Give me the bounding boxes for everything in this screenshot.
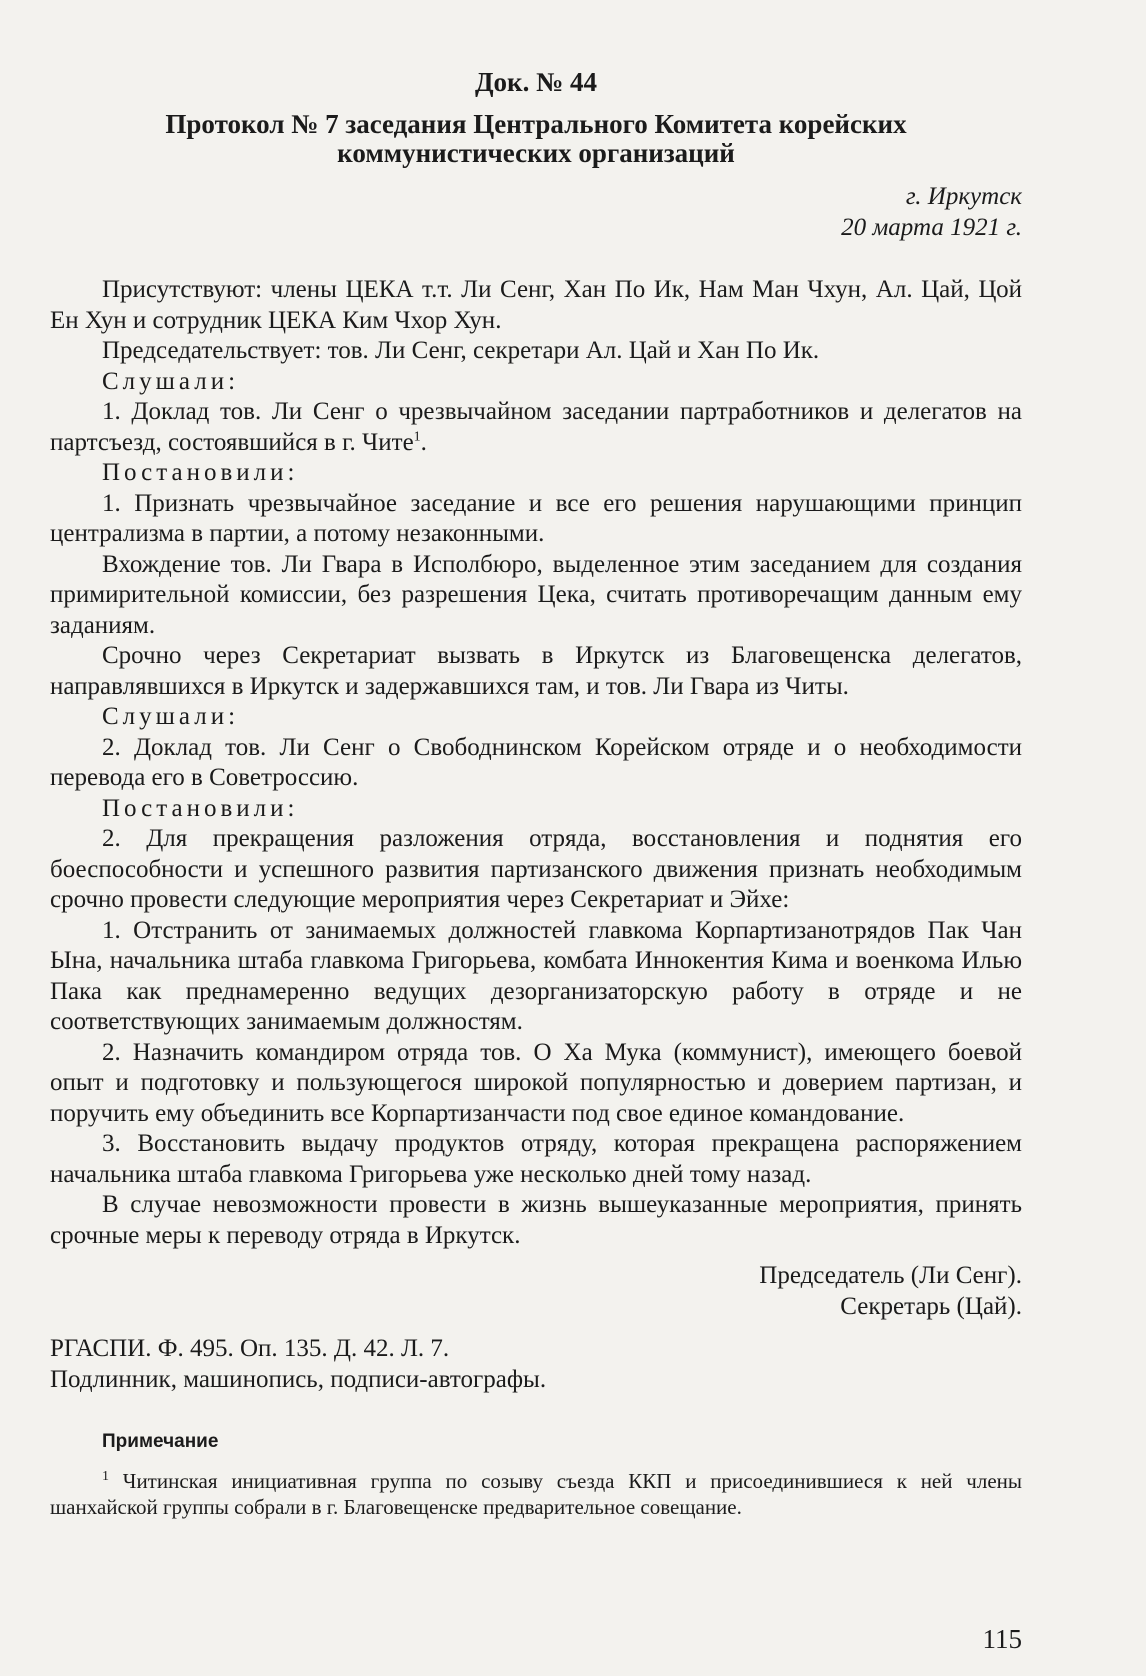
item1-heard-text: 1. Доклад тов. Ли Сенг о чрезвычайном заседании партработников и делегатов на партсъезд, состоявшийся в г. Чите [50,398,1022,456]
measure-2: 2. Назначить командиром отряда тов. О Ха Мука (коммунист), имеющего боевой опыт и подготовку и пользующегося широкой популярностью и доверием партизан, и поручить ему объединить все Корпартизанчасти под свое единое командование. [50,1038,1022,1127]
title-line-2: коммунистических организаций [337,137,735,168]
document-title [50,110,1022,168]
present-paragraph: Присутствуют: члены ЦЕКА т.т. Ли Сенг, Хан По Ик, Нам Ман Чхун, Ал. Цай, Цой Ен Хун и сотрудник ЦЕКА Ким Чхор Хун. [50,276,1022,334]
note-heading: Примечание [102,1431,219,1452]
item2-heard: 2. Доклад тов. Ли Сенг о Свободнинском Корейском отряде и о необходимости перевода его в Советроссию. [50,733,1022,791]
footnote-marker: 1 [413,429,421,445]
signature-secretary: Секретарь (Цай). [840,1292,1022,1320]
archive-reference: РГАСПИ. Ф. 495. Оп. 135. Д. 42. Л. 7. [50,1335,450,1362]
decided-label-2: Постановили: [102,794,299,822]
decided-label-1: Постановили: [102,459,299,486]
item1-heard: 1. Доклад тов. Ли Сенг о чрезвычайном заседании партработников и делегатов на партсъезд, состоявшийся в г. Чите$^1$. [50,398,1022,456]
heard-label-1: Слушали: [102,367,240,395]
contingency-paragraph: В случае невозможности провести в жизнь вышеуказанные мероприятия, принять срочные меры к переводу отряда в Иркутск. [50,1191,1022,1249]
heard-label-2: Слушали: [102,703,240,730]
signature-chairman: Председатель (Ли Сенг). [759,1262,1022,1289]
item1-decision-2: Вхождение тов. Ли Гвара в Исполбюро, выделенное этим заседанием для создания примирительной комиссии, без разрешения Цека, считать противоречащим данным ему заданиям. [50,550,1022,639]
document-body [50,68,1022,1520]
measure-1: 1. Отстранить от занимаемых должностей главкома Корпартизанотрядов Пак Чан Ына, начальника штаба главкома Григорьева, комбата Иннокентия Кима и военкома Илью Пака как преднамеренно ведущих дезорганизаторскую работу в отряде и не соответствующих занимаемым должностям. [50,916,1022,1035]
item2-decision-intro: 2. Для прекращения разложения отряда, восстановления и поднятия его боеспособности и успешного развития партизанского движения признать необходимым срочно провести следующие мероприятия через Секретариат и Эйхе: [50,825,1022,913]
measure-3: 3. Восстановить выдачу продуктов отряду, которая прекращена распоряжением начальника штаба главкома Григорьева уже несколько дней тому назад. [50,1130,1022,1188]
footnote-number: 1 [102,1469,109,1484]
document-number: Док. № 44 [474,67,597,97]
item1-decision-1: 1. Признать чрезвычайное заседание и все его решения нарушающими принцип централизма в партии, а потому незаконными. [50,489,1022,547]
document-place: г. Иркутск [905,183,1022,210]
footnote-body: Читинская инициативная группа по созыву съезда ККП и присоединившиеся к ней члены шанхайской группы собрали в г. Благовещенске предварительное совещание. [50,1469,1022,1519]
archive-description: Подлинник, машинопись, подписи-автографы. [50,1365,547,1393]
item1-decision-3: Срочно через Секретариат вызвать в Иркутск из Благовещенска делегатов, направлявшихся в Иркутск и задержавшихся там, и тов. Ли Гвара из Читы. [50,642,1022,700]
page-number: 115 [982,1624,1022,1654]
footnote-text [50,1469,1022,1520]
document-date: 20 марта 1921 г. [841,213,1022,241]
chair-paragraph: Председательствует: тов. Ли Сенг, секретари Ал. Цай и Хан По Ик. [102,337,820,364]
title-line-1: Протокол № 7 заседания Центрального Комитета корейских [165,108,907,139]
